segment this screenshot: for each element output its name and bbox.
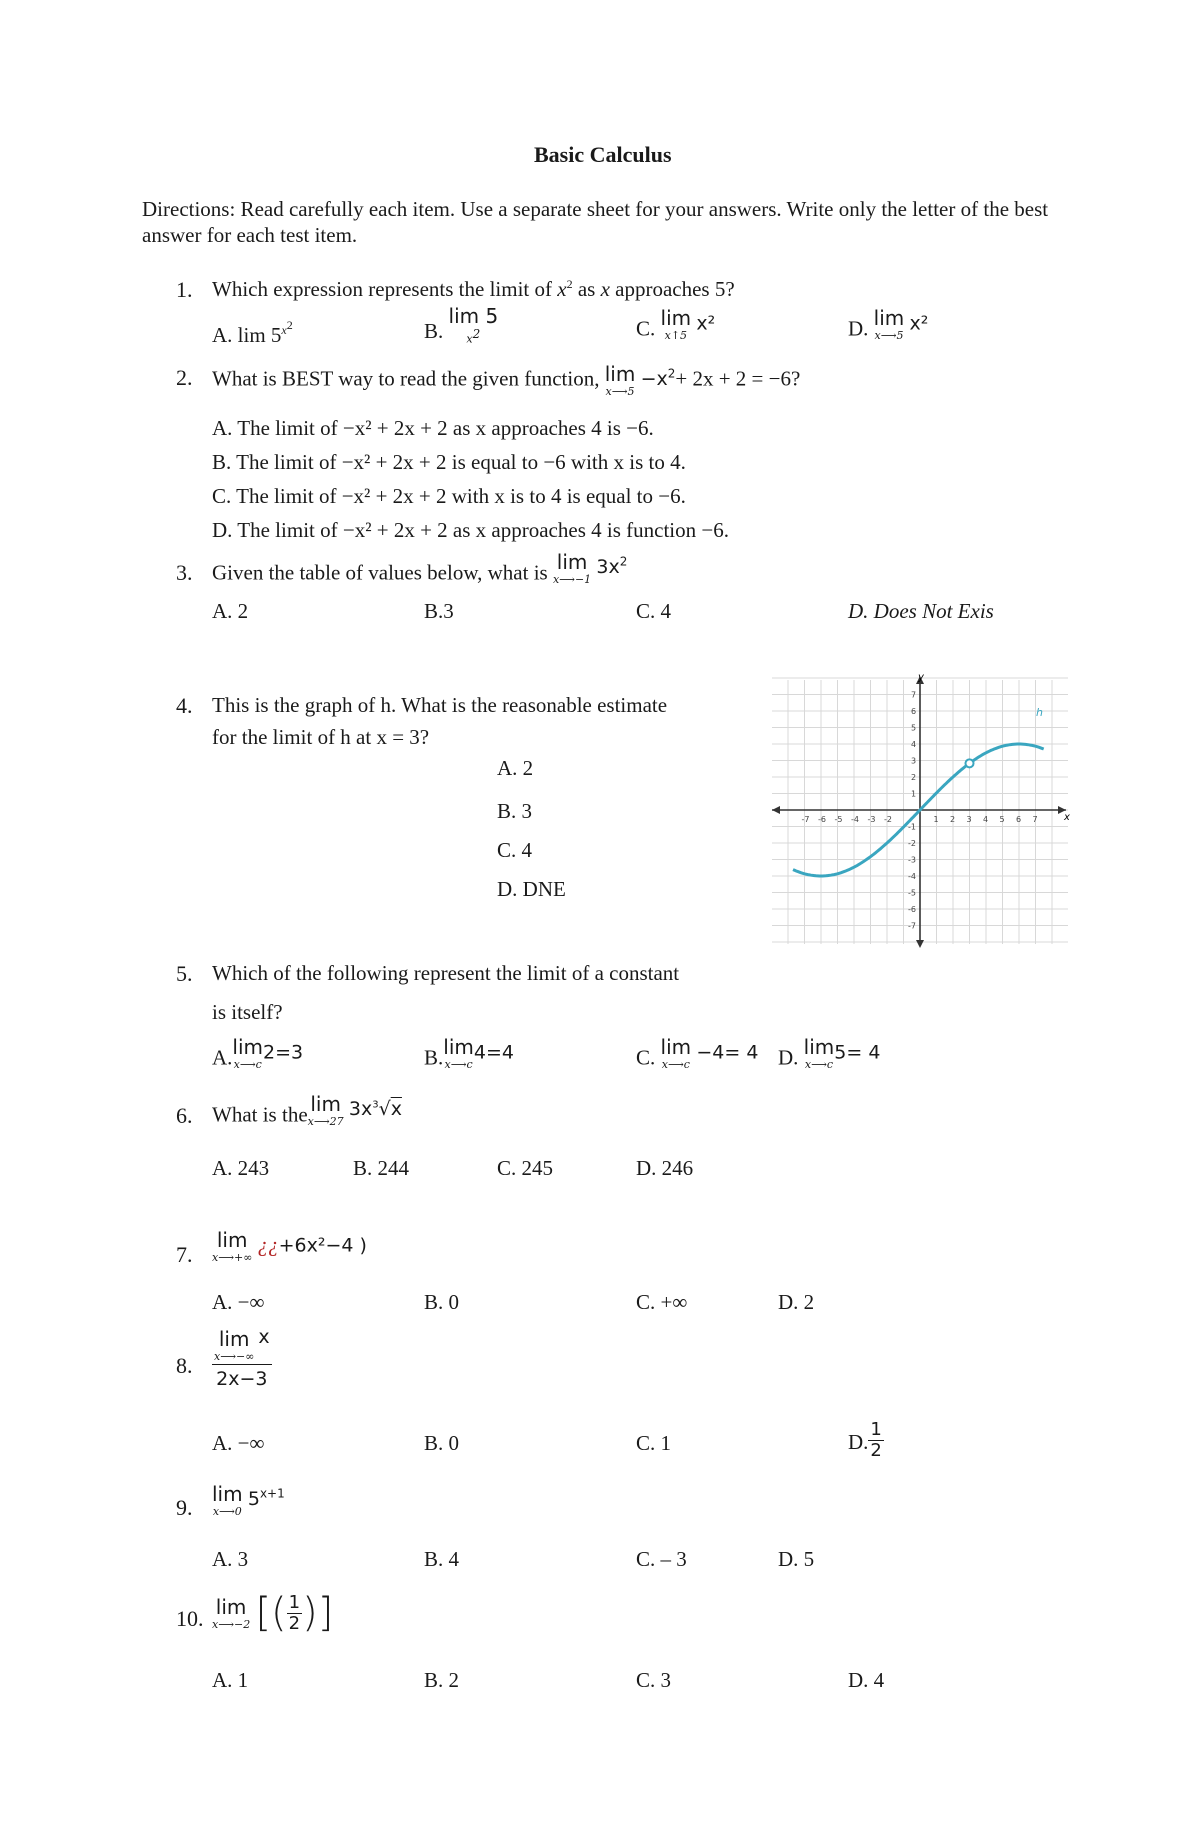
q6-text: What is the lim x⟶27 $3x^3√x$ [212, 1092, 402, 1128]
y-tick-label: -2 [908, 839, 916, 848]
q7-number: 7. [176, 1242, 193, 1267]
q9-choice-d: D. 5 [778, 1547, 815, 1571]
x-tick-label: 4 [983, 815, 989, 824]
q4-choice-a: A. 2 [497, 756, 534, 780]
q8-choice-b: B. 0 [424, 1431, 460, 1455]
y-tick-label: -5 [908, 888, 916, 898]
q8-fraction: lim x⟶−∞ x 2x−3 [214, 1326, 270, 1390]
q3-text: Given the table of values below, what is lim x⟶−1 $3x^2$ [212, 550, 628, 586]
x-tick-label: 3 [966, 815, 972, 824]
q1-choice-b: B. lim 5 $x^2$ [424, 304, 499, 346]
y-tick-label: -1 [908, 822, 916, 832]
q9-choice-b: B. 4 [424, 1547, 460, 1571]
q3-choice-a: A. 2 [212, 599, 249, 623]
q5-choice-c: C. lim x⟶c −4= 4 [636, 1035, 759, 1071]
q8-choice-a: A. −∞ [212, 1431, 265, 1455]
graph-label-y: y [918, 672, 924, 683]
x-tick-label: 7 [1032, 815, 1038, 824]
q6-choice-a: A. 243 [212, 1156, 270, 1180]
q9-choice-a: A. 3 [212, 1547, 249, 1571]
x-tick-label: -5 [834, 815, 843, 824]
q10-choice-c: C. 3 [636, 1668, 672, 1692]
q4-line2: for the limit of h at x = 3? [212, 725, 430, 749]
y-tick-label: -4 [908, 872, 916, 881]
y-tick-label: 1 [911, 789, 917, 799]
q2-choice-b: B. The limit of −x² + 2x + 2 is equal to −6 with x is to 4. [212, 450, 686, 474]
q10-number: 10. [176, 1606, 204, 1631]
q5-choice-d: D. lim x⟶c 5= 4 [778, 1035, 881, 1071]
q1-text: Which expression represents the limit of $x^2$ as x approaches 5? [212, 277, 735, 301]
y-tick-label: 3 [911, 756, 917, 766]
x-axis-arrow-left [772, 806, 780, 814]
q2-choice-c: C. The limit of −x² + 2x + 2 with x is to 4 is equal to −6. [212, 484, 686, 508]
x-tick-label: -4 [851, 815, 859, 824]
q9-number: 9. [176, 1495, 193, 1520]
q1-number: 1. [176, 277, 193, 302]
q2-number: 2. [176, 365, 193, 390]
x-tick-label: 1 [933, 815, 939, 824]
q6-choice-c: C. 245 [497, 1156, 554, 1180]
q1-choice-d: D. lim x⟶5 x² [848, 306, 929, 342]
q5-line1: Which of the following represent the limit of a constant [212, 961, 680, 985]
y-tick-label: 4 [911, 740, 917, 749]
x-tick-label: 2 [950, 815, 956, 824]
q2-choice-a: A. The limit of −x² + 2x + 2 as x approaches 4 is −6. [212, 416, 654, 440]
graph-label-x: x [1064, 812, 1070, 823]
x-tick-label: -2 [884, 815, 892, 824]
q6-choice-b: B. 244 [353, 1156, 410, 1180]
q7-choice-c: C. +∞ [636, 1290, 688, 1314]
q3-choice-b: B.3 [424, 599, 454, 623]
q5-line2: is itself? [212, 1000, 283, 1024]
q7-choice-a: A. −∞ [212, 1290, 265, 1314]
q4-line1: This is the graph of h. What is the reasonable estimate [212, 693, 668, 717]
q2-text: What is BEST way to read the given function, lim x⟶5 $-x^2+ 2x + 2 = -6$? [212, 362, 801, 398]
q7-expression: lim x⟶+∞ ¿¿+6x²−4 ) [212, 1228, 367, 1264]
q1-choice-c: C. lim x↑5 x² [636, 306, 716, 342]
q9-choice-c: C. – 3 [636, 1547, 687, 1571]
q8-number: 8. [176, 1353, 193, 1378]
y-tick-label: 5 [911, 723, 917, 733]
q4-number: 4. [176, 693, 193, 718]
q5-number: 5. [176, 961, 193, 986]
y-axis-arrow-down [916, 940, 924, 948]
q10-choice-b: B. 2 [424, 1668, 460, 1692]
q4-choice-b: B. 3 [497, 799, 533, 823]
q5-choice-a: A. lim x⟶c 2=3 [212, 1035, 304, 1071]
q8-choice-c: C. 1 [636, 1431, 672, 1455]
q7-choice-d: D. 2 [778, 1290, 815, 1314]
q4-choice-d: D. DNE [497, 877, 566, 901]
q3-choice-c: C. 4 [636, 599, 672, 623]
q6-number: 6. [176, 1103, 193, 1128]
y-tick-label: 7 [911, 690, 917, 700]
q6-choice-d: D. 246 [636, 1156, 694, 1180]
q10-choice-d: D. 4 [848, 1668, 885, 1692]
q3-number: 3. [176, 560, 193, 585]
graph-open-point [966, 759, 974, 767]
q1-choice-a: A. $\lim 5^{x^2}$ [212, 318, 293, 347]
x-tick-label: -3 [867, 815, 876, 824]
y-tick-label: 2 [911, 773, 917, 782]
x-tick-label: 5 [999, 815, 1005, 824]
x-tick-label: -6 [818, 815, 826, 824]
q7-choice-b: B. 0 [424, 1290, 460, 1314]
q2-choice-d: D. The limit of −x² + 2x + 2 as x approaches 4 is function −6. [212, 518, 729, 542]
page-title: Basic Calculus [534, 142, 672, 167]
q9-expression: lim x⟶0 $5^{x+1}$ [212, 1482, 285, 1518]
graph-h [768, 672, 1072, 950]
q8-choice-d: D. $\frac{1}{2}$ [848, 1419, 882, 1461]
q3-choice-d: D. Does Not Exis [848, 599, 994, 623]
q10-expression: lim x⟶−2 [( $\frac{1}{2}$ )] [212, 1590, 334, 1636]
y-tick-label: -7 [908, 921, 916, 931]
x-tick-label: -7 [801, 815, 810, 824]
y-tick-label: 6 [911, 707, 917, 716]
q4-choice-c: C. 4 [497, 838, 533, 862]
q5-choice-b: B. lim x⟶c 4=4 [424, 1035, 514, 1071]
x-tick-label: 6 [1016, 815, 1022, 824]
y-tick-label: -3 [908, 855, 916, 865]
y-tick-label: -6 [908, 905, 916, 914]
directions: Directions: Read carefully each item. Use a separate sheet for your answers. Write only the letter of the best answer for each test item. [142, 197, 1049, 247]
q10-choice-a: A. 1 [212, 1668, 249, 1692]
graph-label-h: h [1036, 706, 1043, 719]
